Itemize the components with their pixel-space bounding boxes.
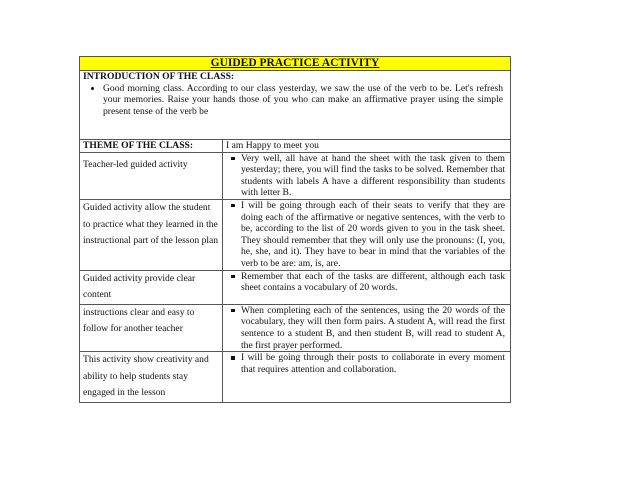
table-row (80, 270, 511, 304)
row-description-cell (223, 270, 511, 304)
guided-practice-table (79, 56, 511, 403)
row-criterion: This activity show creativity and ability to help students stay engaged in the lesson (80, 352, 223, 403)
row-criterion: instructions clear and easy to follow for another teacher (80, 304, 223, 351)
row-description-cell (223, 199, 511, 270)
intro-bullet: • Good morning class. According to our class yesterday, we saw the use of the verb to be. Let's refresh your memories. Raise your hands those of you who can make an affirmative prayer using the simple present tense of the verb be (103, 83, 507, 118)
table-row (80, 152, 511, 199)
intro-section (80, 71, 511, 140)
row-criterion: Guided activity allow the student to practice what they learned in the instructional part of the lesson plan (80, 199, 223, 270)
row-description: Remember that each of the tasks are different, although each task sheet contains a vocabulary of 20 words. (241, 270, 506, 294)
table-row (80, 352, 511, 403)
intro-list (83, 83, 507, 118)
table-title: GUIDED PRACTICE ACTIVITY (80, 57, 511, 71)
row-description: I will be going through each of their seats to verify that they are doing each of the affirmative or negative sentences, with the verb to be, according to the list of 20 words given to you in the task sheet. They should remember that they will only use the pronouns: (I, you, he, she, and it). They have to bear in mind that the variables of the verb to be are: am, is, are. (241, 199, 506, 269)
row-description: I will be going through their posts to collaborate in every moment that requires attention and collaboration. (241, 352, 506, 375)
row-description: Very well, all have at hand the sheet with the task given to them yesterday; there, you will find the tasks to be solved. Remember that students with labels A have a different responsibility than students with letter B. (241, 152, 506, 199)
theme-value: I am Happy to meet you (223, 140, 511, 153)
row-description: When completing each of the sentences, using the 20 words of the vocabulary, they will then form pairs. A student A, will read the first sentence to a student B, and then student B, will read to student A, the first prayer performed. (241, 304, 506, 351)
table-row (80, 199, 511, 270)
intro-heading: INTRODUCTION OF THE CLASS: (83, 71, 235, 82)
table-row (80, 304, 511, 351)
row-description-cell (223, 152, 511, 199)
row-description-cell (223, 352, 511, 403)
row-criterion: Teacher-led guided activity (80, 152, 223, 199)
theme-label: THEME OF THE CLASS: (80, 140, 223, 153)
row-criterion: Guided activity provide clear content (80, 270, 223, 304)
row-description-cell (223, 304, 511, 351)
